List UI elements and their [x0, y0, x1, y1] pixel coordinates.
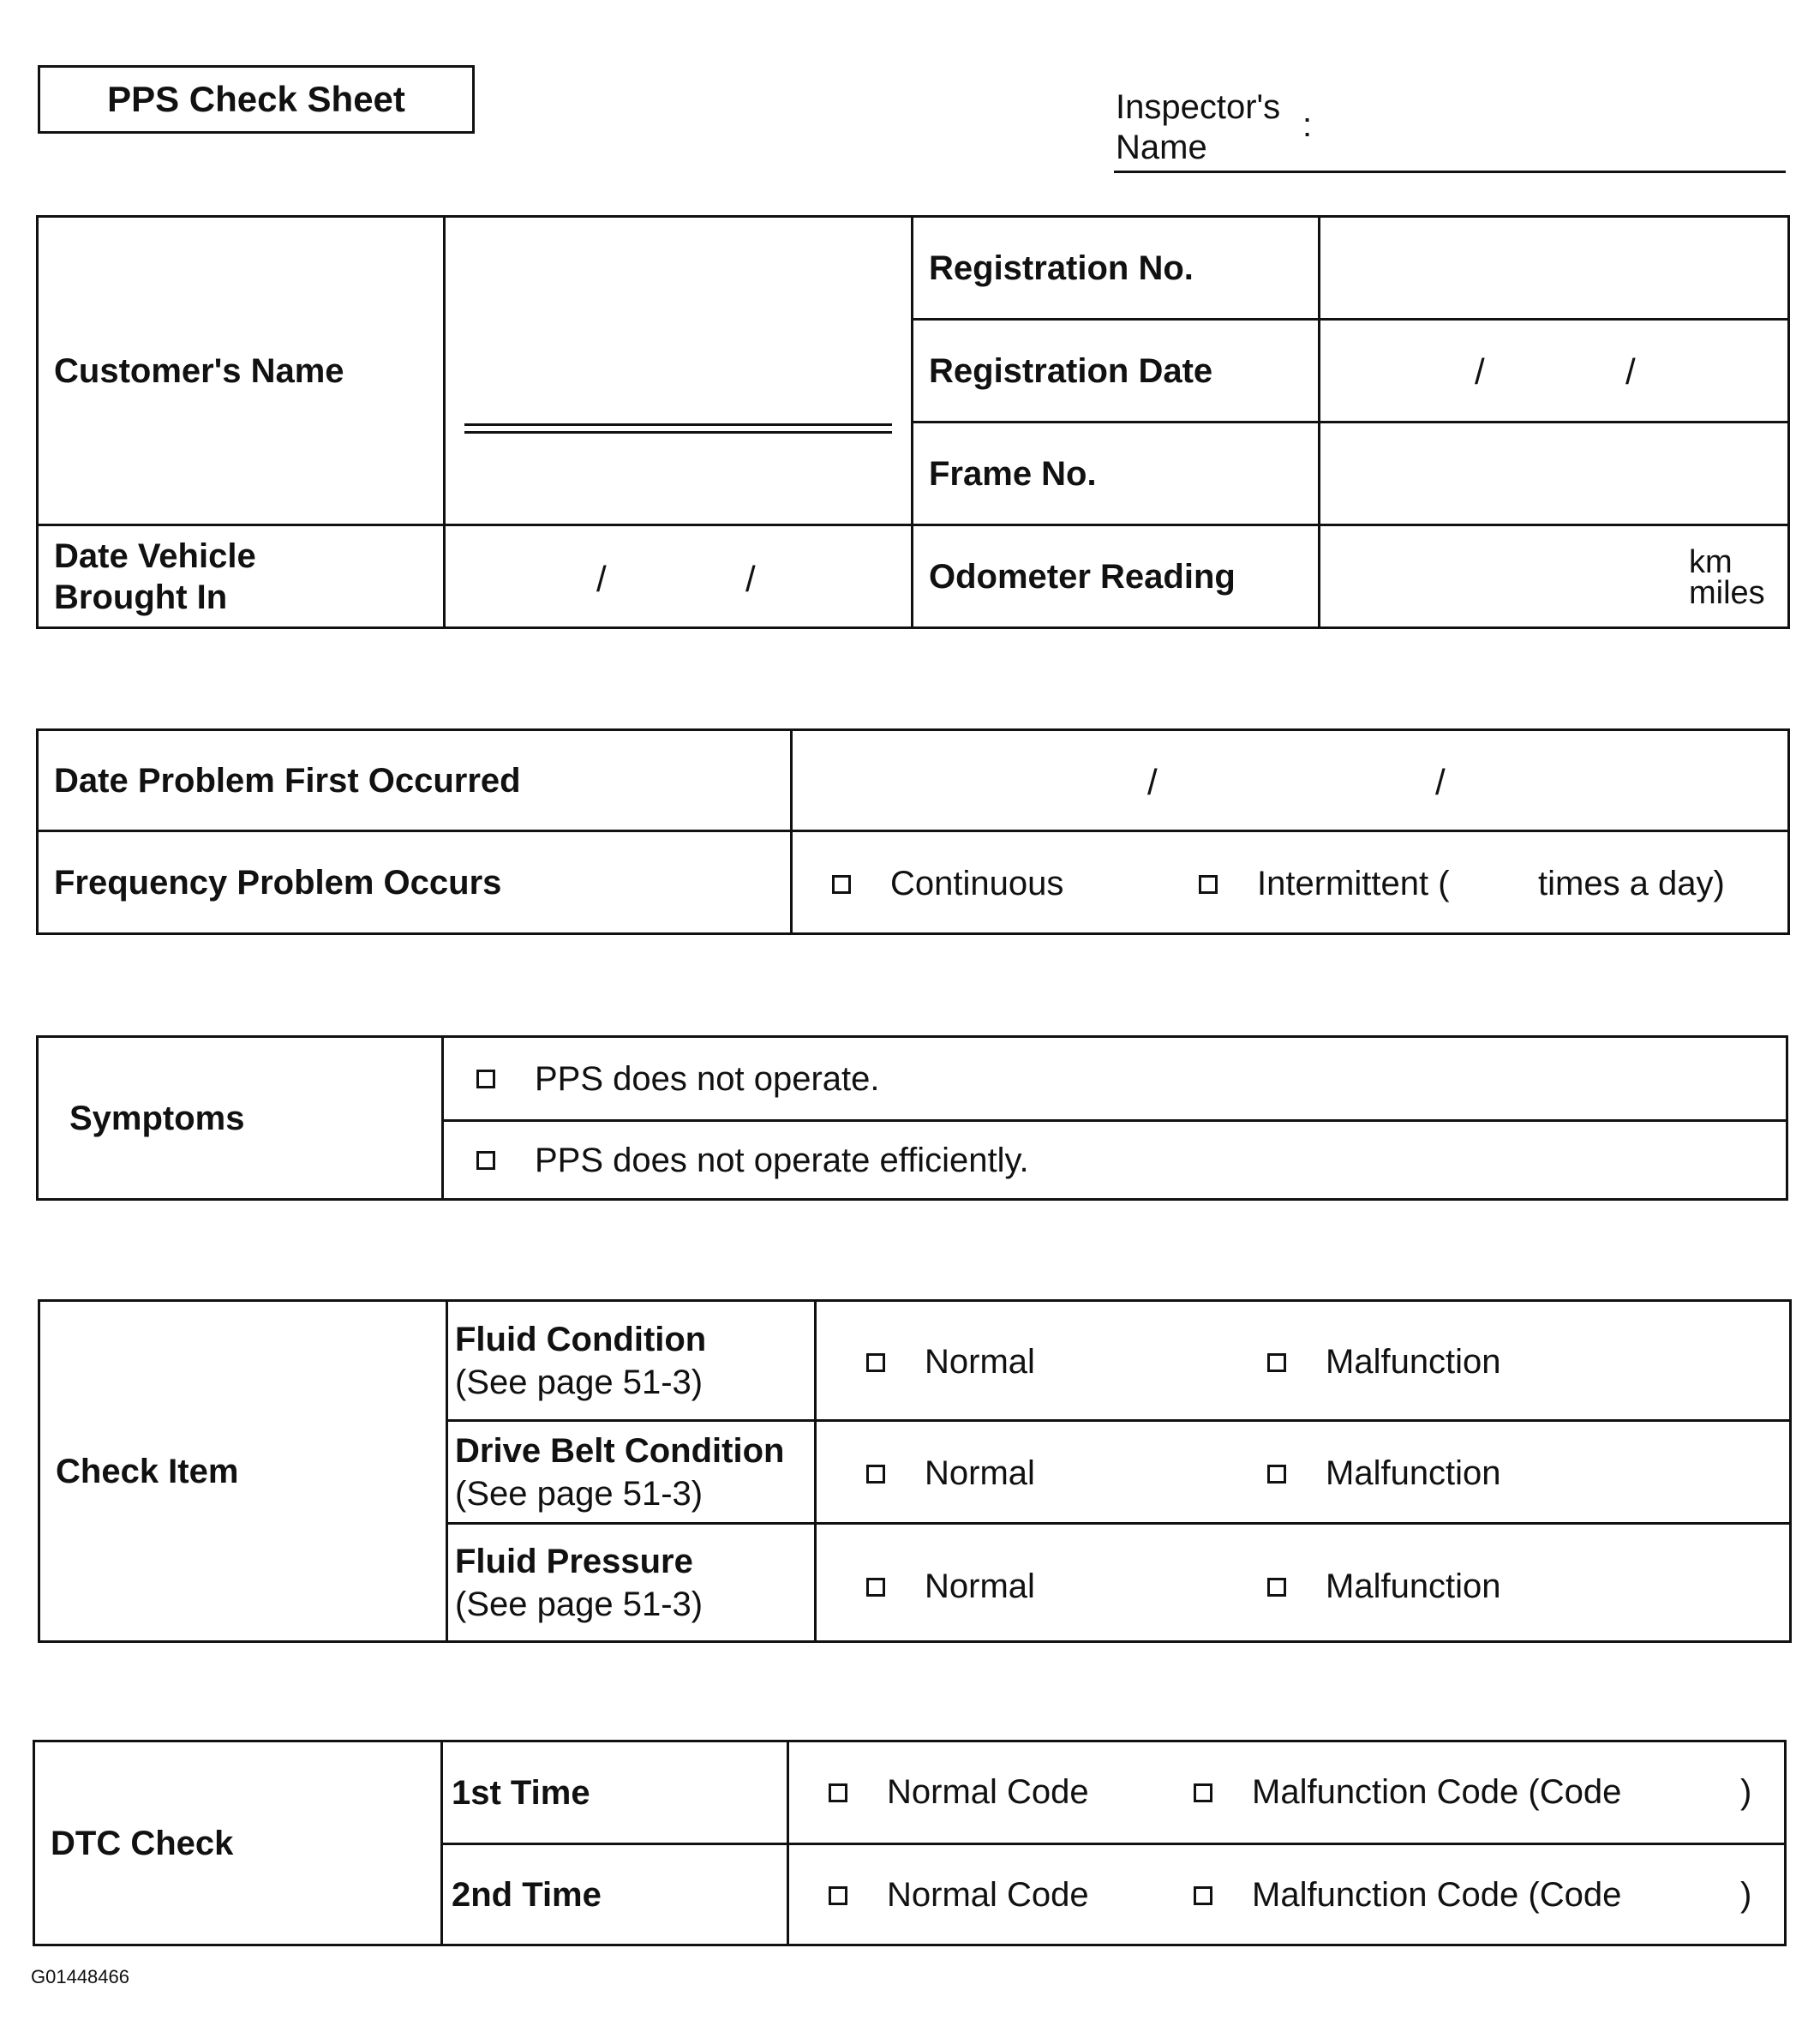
checkbox[interactable]	[1267, 1578, 1286, 1597]
checkbox[interactable]	[829, 1886, 847, 1905]
malfunction-label: Malfunction	[1326, 1343, 1501, 1381]
code-close-paren: )	[1740, 1876, 1752, 1914]
inspector-name-label	[1116, 87, 1280, 168]
malfunction-label: Malfunction	[1326, 1454, 1501, 1492]
customers-name-double-line	[464, 423, 892, 434]
normal-code-label: Normal Code	[887, 1773, 1089, 1811]
frequency-field	[792, 831, 1789, 934]
normal-code-option[interactable]	[829, 1773, 1089, 1812]
frame-no-field[interactable]	[1320, 423, 1789, 525]
symptom-option-2[interactable]	[443, 1121, 1787, 1200]
date-separator: /	[596, 559, 607, 599]
date-separator: /	[1475, 351, 1485, 392]
malfunction-code-label: Malfunction Code (Code	[1252, 1876, 1622, 1914]
normal-code-option[interactable]	[829, 1876, 1089, 1915]
checkbox[interactable]	[1194, 1886, 1212, 1905]
inspector-name-field[interactable]	[1114, 171, 1786, 173]
malfunction-code-option[interactable]	[1194, 1876, 1621, 1915]
drive-belt-condition-options	[816, 1421, 1791, 1524]
dtc-time-label: 2nd Time	[442, 1844, 788, 1945]
malfunction-option[interactable]	[1267, 1343, 1501, 1382]
intermittent-label: Intermittent (	[1257, 865, 1450, 902]
continuous-option[interactable]	[832, 865, 1063, 903]
checkbox[interactable]	[866, 1465, 885, 1484]
check-item-ref: (See page 51-3)	[455, 1474, 703, 1513]
fluid-condition-cell	[447, 1301, 816, 1421]
checkbox[interactable]	[1267, 1465, 1286, 1484]
unit-miles: miles	[1689, 575, 1765, 611]
check-item-ref: (See page 51-3)	[455, 1585, 703, 1623]
check-item-name: Fluid Condition	[455, 1320, 707, 1358]
drive-belt-condition-cell	[447, 1421, 816, 1524]
date-separator: /	[1625, 351, 1636, 392]
checkbox[interactable]	[476, 1151, 495, 1170]
check-item-label: Check Item	[39, 1301, 447, 1642]
normal-label: Normal	[925, 1343, 1035, 1381]
registration-date-field[interactable]	[1320, 320, 1789, 423]
normal-option[interactable]	[866, 1567, 1035, 1606]
malfunction-option[interactable]	[1267, 1454, 1501, 1493]
dtc-2nd-options	[788, 1844, 1786, 1945]
checkbox[interactable]	[1199, 875, 1218, 894]
symptom-option-1[interactable]	[443, 1037, 1787, 1121]
check-item-name: Fluid Pressure	[455, 1542, 693, 1580]
fluid-condition-options	[816, 1301, 1791, 1421]
normal-option[interactable]	[866, 1454, 1035, 1493]
symptom-1-label: PPS does not operate.	[535, 1059, 880, 1098]
symptoms-table	[36, 1035, 1788, 1201]
figure-id: G01448466	[31, 1966, 129, 1987]
date-vehicle-brought-in-field[interactable]	[445, 525, 913, 628]
odometer-reading-field[interactable]	[1320, 525, 1789, 628]
customer-table	[36, 215, 1790, 629]
odometer-units	[1689, 544, 1765, 611]
frequency-problem-occurs-label: Frequency Problem Occurs	[38, 831, 792, 934]
sheet-title: PPS Check Sheet	[38, 65, 475, 134]
times-a-day-label: times a day)	[1538, 865, 1725, 902]
checkbox[interactable]	[476, 1070, 495, 1088]
dtc-check-table	[33, 1740, 1787, 1946]
registration-no-field[interactable]	[1320, 217, 1789, 320]
inspector-label-line1: Inspector's	[1116, 88, 1281, 126]
check-item-name: Drive Belt Condition	[455, 1431, 785, 1470]
odometer-reading-label: Odometer Reading	[913, 525, 1320, 628]
date-vehicle-line1: Date Vehicle	[54, 536, 256, 575]
check-item-table	[38, 1299, 1792, 1643]
date-vehicle-line2: Brought In	[54, 578, 228, 616]
fluid-pressure-cell	[447, 1524, 816, 1642]
checkbox[interactable]	[1267, 1353, 1286, 1372]
date-separator: /	[1147, 762, 1158, 802]
normal-label: Normal	[925, 1567, 1035, 1605]
date-vehicle-brought-in-label	[38, 525, 445, 628]
malfunction-code-option[interactable]	[1194, 1773, 1621, 1812]
symptom-2-label: PPS does not operate efficiently.	[535, 1141, 1029, 1179]
customers-name-field[interactable]	[445, 217, 913, 525]
check-item-ref: (See page 51-3)	[455, 1363, 703, 1401]
checkbox[interactable]	[829, 1783, 847, 1802]
date-problem-first-occurred-field[interactable]	[792, 730, 1789, 831]
normal-code-label: Normal Code	[887, 1876, 1089, 1914]
malfunction-code-label: Malfunction Code (Code	[1252, 1773, 1622, 1811]
date-problem-first-occurred-label: Date Problem First Occurred	[38, 730, 792, 831]
inspector-colon: :	[1302, 106, 1313, 144]
checkbox[interactable]	[866, 1578, 885, 1597]
date-separator: /	[745, 559, 756, 599]
unit-km: km	[1689, 544, 1733, 580]
date-separator: /	[1435, 762, 1446, 802]
symptoms-label: Symptoms	[38, 1037, 443, 1200]
checkbox[interactable]	[866, 1353, 885, 1372]
checkbox[interactable]	[832, 875, 851, 894]
dtc-1st-options	[788, 1741, 1786, 1844]
fluid-pressure-options	[816, 1524, 1791, 1642]
malfunction-option[interactable]	[1267, 1567, 1501, 1606]
registration-no-label: Registration No.	[913, 217, 1320, 320]
dtc-check-label: DTC Check	[34, 1741, 442, 1945]
customers-name-label: Customer's Name	[38, 217, 445, 525]
code-close-paren: )	[1740, 1773, 1752, 1811]
normal-option[interactable]	[866, 1343, 1035, 1382]
inspector-label-line2: Name	[1116, 129, 1207, 166]
intermittent-option[interactable]	[1199, 865, 1450, 903]
checkbox[interactable]	[1194, 1783, 1212, 1802]
frame-no-label: Frame No.	[913, 423, 1320, 525]
normal-label: Normal	[925, 1454, 1035, 1492]
registration-date-label: Registration Date	[913, 320, 1320, 423]
continuous-label: Continuous	[890, 865, 1064, 902]
problem-table	[36, 728, 1790, 935]
dtc-time-label: 1st Time	[442, 1741, 788, 1844]
malfunction-label: Malfunction	[1326, 1567, 1501, 1605]
